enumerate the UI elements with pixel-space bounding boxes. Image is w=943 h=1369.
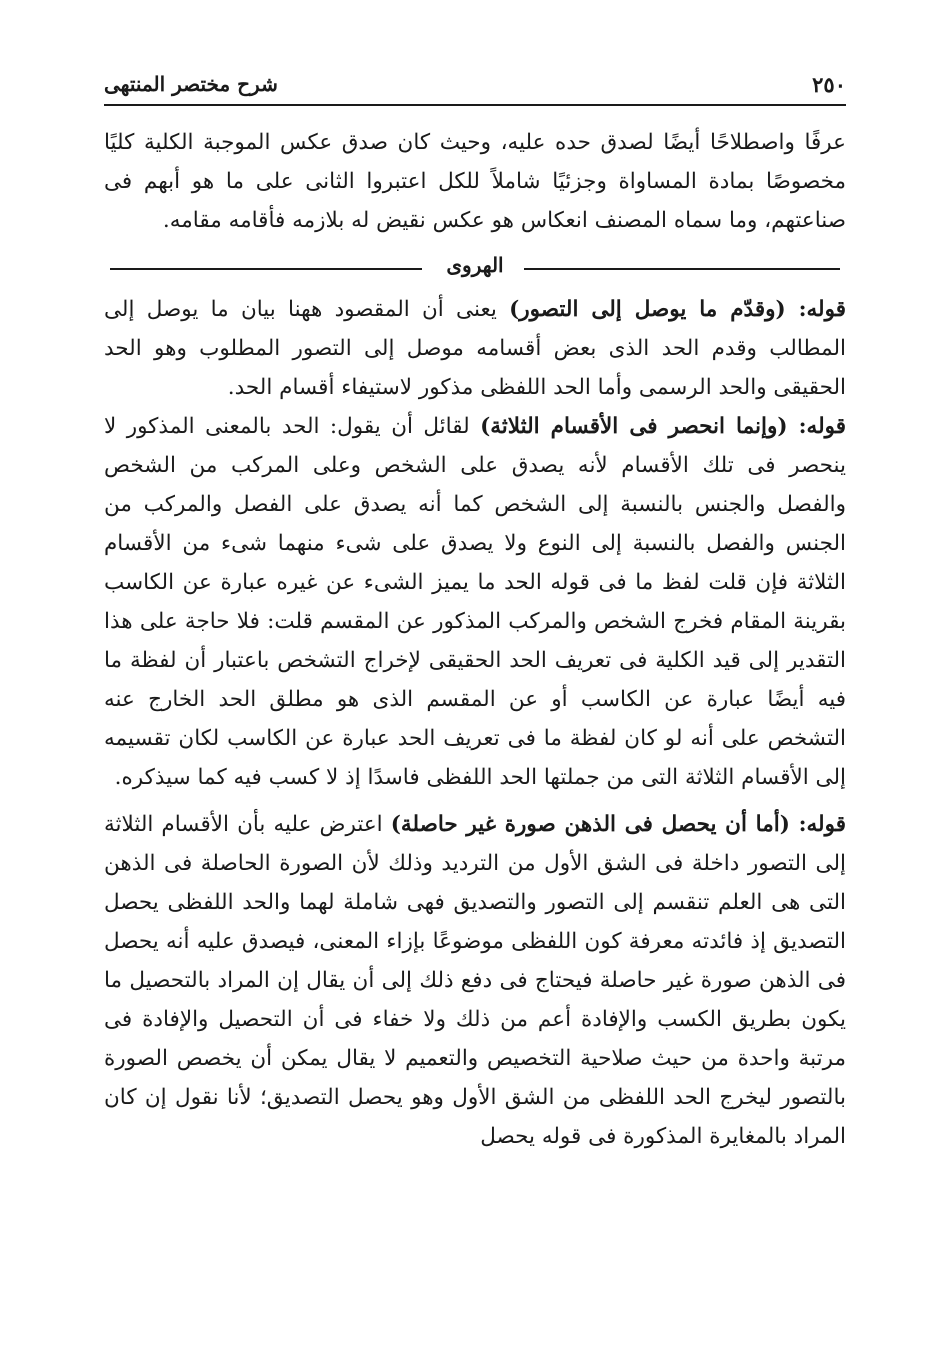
paragraph-gap	[104, 797, 846, 805]
separator-line-left	[110, 268, 422, 270]
separator-line-right	[524, 268, 840, 270]
paragraph-1	[104, 290, 846, 407]
paragraph-2-lead: قوله: (وإنما انحصر فى الأقسام الثلاثة)	[480, 414, 847, 439]
header-rule	[104, 104, 846, 106]
paragraph-3-lead: قوله: (أما أن يحصل فى الذهن صورة غير حاصلة)	[390, 812, 846, 837]
page-header	[104, 66, 846, 106]
top-paragraph: عرفًا واصطلاحًا أيضًا لصدق حده عليه، وحيث كان صدق عكس الموجبة الكلية كليًا مخصوصًا بمادة المساواة وجزئيًا شاملاً للكل اعتبروا الثانى على ما هو أبهم فى صناعتهم، وما سماه المصنف انعكاس هو عكس نقيض له بلازمه فأقامه مقامه.	[104, 130, 846, 233]
paragraph-2-text: لقائل أن يقول: الحد بالمعنى المذكور لا ينحصر فى تلك الأقسام لأنه يصدق على الشخص وعلى المركب من الشخص والفصل والجنس بالنسبة إلى الشخص كما أنه يصدق على الفصل والمركب من الجنس والفصل بالنسبة إلى النوع ولا يصدق على شىء منهما شىء من الأقسام الثلاثة فإن قلت لفظ ما فى قوله الحد ما يميز الشىء عن غيره عبارة عن الكاسب بقرينة المقام فخرج الشخص والمركب المذكور عن المقسم قلت: فلا حاجة على هذا التقدير إلى قيد الكلية فى تعريف الحد الحقيقى لإخراج التشخص باعتبار أن لفظة ما فيه أيضًا عبارة عن الكاسب أو عن المقسم الذى هو مطلق الحد الخارج عنه التشخص على أنه لو كان لفظة ما فى تعريف الحد عبارة عن الكاسب لكان تقسيمه إلى الأقسام الثلاثة التى من جملتها الحد اللفظى فاسدًا إذ لا كسب فيه كما سيذكره.	[104, 414, 846, 790]
paragraph-3	[104, 805, 846, 1156]
section-title: الهروى	[446, 253, 504, 277]
paragraph-1-lead: قوله: (وقدّم ما يوصل إلى التصور)	[509, 297, 846, 322]
section-separator	[104, 253, 846, 283]
paragraph-3-text: اعترض عليه بأن الأقسام الثلاثة إلى التصور داخلة فى الشق الأول من الترديد وذلك لأن الصورة الحاصلة فى الذهن التى هى العلم تنقسم إلى التصور والتصديق فهى شاملة لهما والحد اللفظى يحصل التصديق إذ فائدته معرفة كون اللفظى موضوعًا بإزاء المعنى، فيصدق عليه أنه يحصل فى الذهن صورة غير حاصلة فيحتاج فى دفع ذلك إلى أن يقال إن المراد بالتحصيل ما يكون بطريق الكسب والإفادة أعم من ذلك ولا خفاء فى أن التحصيل والإفادة فى مرتبة واحدة من حيث صلاحية التخصيص والتعميم لا يقال يمكن أن يخصص الصورة بالتصور ليخرج الحد اللفظى من الشق الأول وهو يحصل التصديق؛ لأنا نقول إن كان المراد بالمغايرة المذكورة فى قوله يحصل	[104, 812, 846, 1149]
paragraph-2	[104, 407, 846, 797]
top-text-block	[104, 123, 846, 240]
main-text-block	[104, 290, 846, 1156]
running-title: شرح مختصر المنتهى	[104, 72, 278, 96]
paragraph-1-text: يعنى أن المقصود ههنا بيان ما يوصل إلى المطالب وقدم الحد الذى بعض أقسامه موصل إلى التصور المطلوب وهو الحد الحقيقى والحد الرسمى وأما الحد اللفظى مذكور لاستيفاء أقسام الحد.	[104, 297, 846, 400]
page-number: ٢٥٠	[812, 72, 846, 97]
